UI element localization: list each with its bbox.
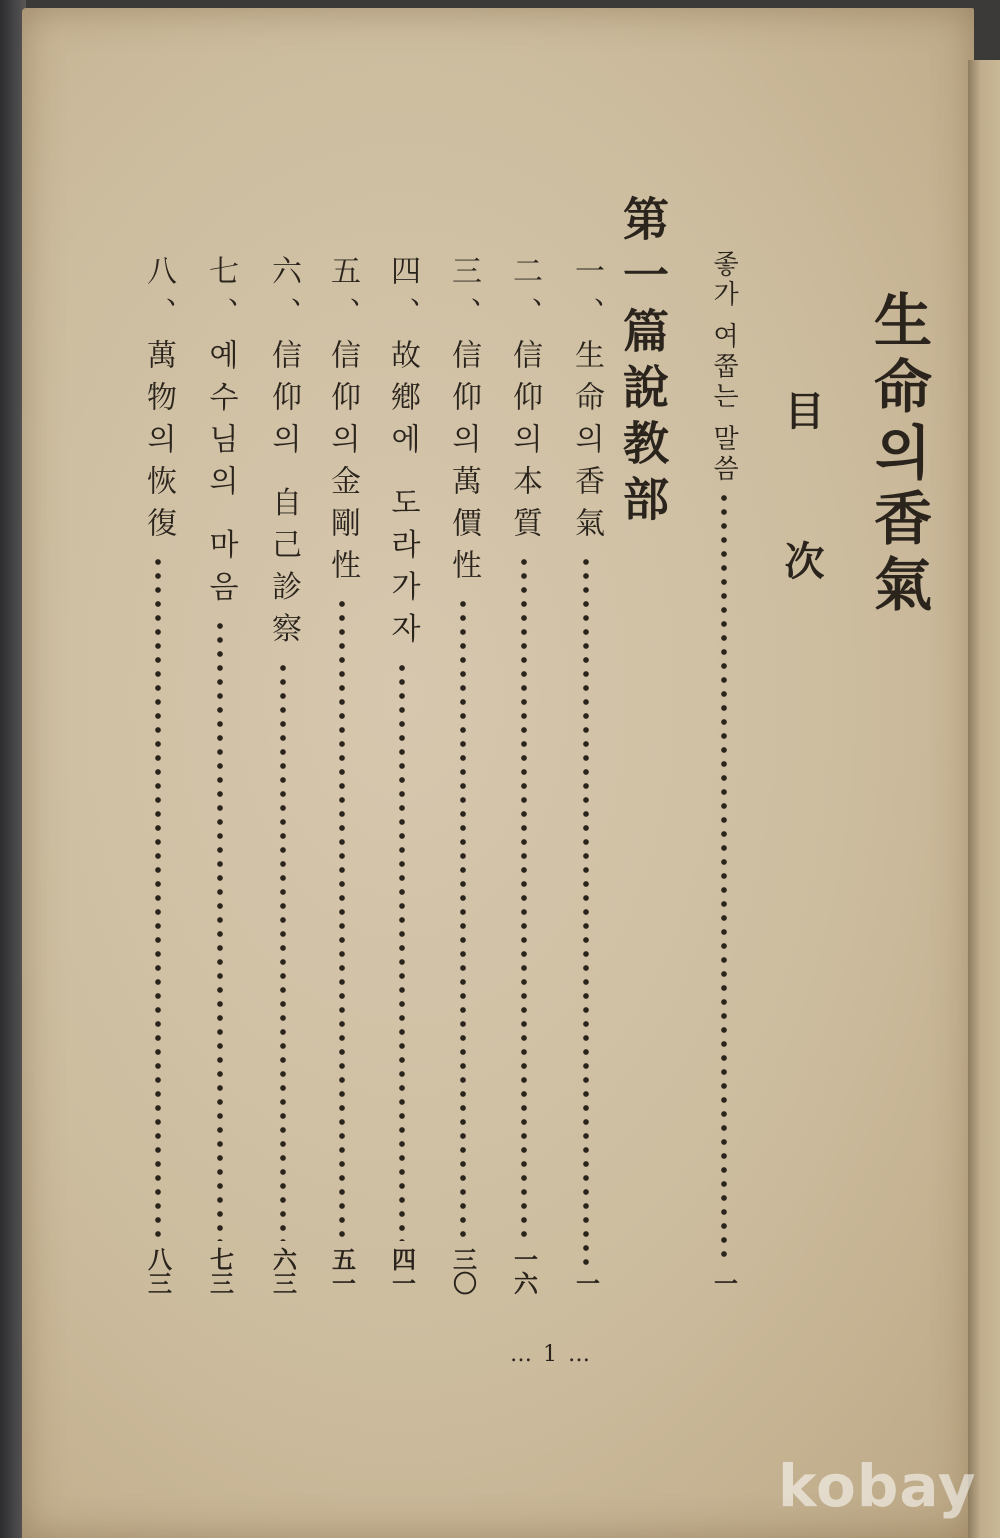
dot-leader bbox=[399, 661, 405, 1241]
toc-entry-page: 一六 bbox=[509, 1247, 539, 1295]
toc-entry-page: 八三 bbox=[143, 1247, 173, 1295]
toc-entry bbox=[322, 255, 362, 1295]
toc-entry-label: 五、信仰의金剛性 bbox=[325, 255, 360, 591]
dot-leader bbox=[583, 555, 589, 1265]
dot-leader bbox=[280, 661, 286, 1241]
toc-entry-page: 一 bbox=[709, 1271, 739, 1295]
toc-entry-page: 五一 bbox=[327, 1247, 357, 1295]
toc-entry-page: 四一 bbox=[387, 1247, 417, 1295]
dot-leader bbox=[339, 597, 345, 1241]
toc-entry-label: 二、信仰의本質 bbox=[507, 255, 542, 549]
toc-entry bbox=[566, 255, 606, 1295]
dot-leader bbox=[460, 597, 466, 1241]
toc-entry bbox=[200, 255, 240, 1295]
section-title: 第一篇說教部 bbox=[616, 195, 670, 531]
toc-entry bbox=[382, 255, 422, 1295]
toc-entry-page: 七三 bbox=[205, 1247, 235, 1295]
toc-entry bbox=[443, 255, 483, 1295]
watermark-logo: kobay bbox=[778, 1452, 977, 1520]
toc-entry bbox=[263, 255, 303, 1295]
toc-entry-label: 六、信仰의 自己診察 bbox=[266, 255, 301, 655]
dot-leader bbox=[521, 555, 527, 1241]
toc-entry-page: 三〇 bbox=[448, 1247, 478, 1295]
dot-leader bbox=[721, 491, 727, 1265]
dot-leader bbox=[217, 619, 223, 1241]
toc-entry-label: 七、예수님의 마음 bbox=[203, 255, 238, 613]
toc-entry bbox=[138, 255, 178, 1295]
toc-entry-label: 三、信仰의萬價性 bbox=[446, 255, 481, 591]
book-title: 生命의香氣 bbox=[864, 290, 932, 620]
dot-leader bbox=[155, 555, 161, 1241]
toc-entry-label: 一、生命의香氣 bbox=[569, 255, 604, 549]
toc-entry-label: 좋가 여쭙는 말씀 bbox=[708, 250, 739, 485]
toc-entry-page: 六三 bbox=[268, 1247, 298, 1295]
toc-entry-preface bbox=[704, 250, 744, 1295]
next-page-edge bbox=[968, 60, 1000, 1538]
toc-entry-label: 八、萬物의恢復 bbox=[141, 255, 176, 549]
toc-entry-label: 四、故鄕에 도라가자 bbox=[385, 255, 420, 655]
page-number: … 1 … bbox=[510, 1342, 592, 1367]
contents-heading: 目次 bbox=[778, 390, 825, 690]
toc-entry bbox=[504, 255, 544, 1295]
toc-entry-page: 一 bbox=[571, 1271, 601, 1295]
